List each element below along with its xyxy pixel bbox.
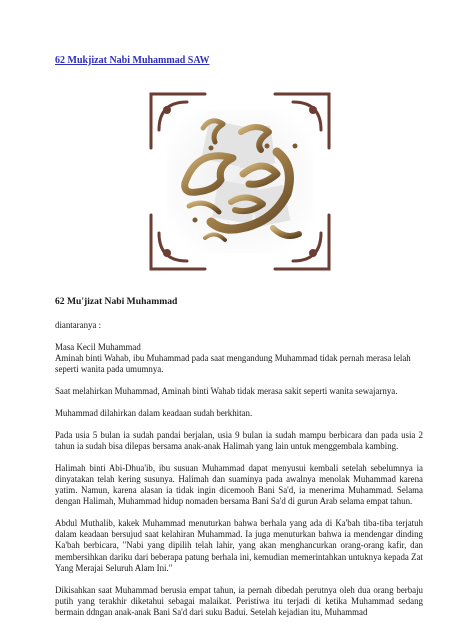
subheading-block [55,342,423,376]
paragraph-2: Saat melahirkan Muhammad, Aminah binti Wahab tidak merasa sakit seperti wanita sewajarnya. [55,386,398,396]
document-title-link[interactable]: 62 Mukjizat Nabi Muhammad SAW [55,55,210,66]
document-body [55,320,423,629]
paragraph-3: Muhammad dilahirkan dalam keadaan sudah berkhitan. [55,407,253,418]
subheading: Masa Kecil Muhammad [55,341,141,352]
intro-text: diantaranya : [55,320,102,330]
paragraph-5: Halimah binti Abi-Dhua'ib, ibu susuan Muhammad dapat menyusui kembali setelah sebelumnya ia dinyatakan telah kering susunya. Halimah dan suaminya pada awalnya menolak Muhammad karena yatim. Namun, karena alasan ia tidak ingin dicemooh Bani Sa'd, ia menerima Muhammad. Selama dengan Halimah, Muhammad hidup nomaden bersama Bani Sa'd di gurun Arab selama empat tahun. [55,462,423,507]
calligraphy-emblem-icon [145,88,335,275]
paragraph-4: Pada usia 5 bulan ia sudah pandai berjalan, usia 9 bulan ia sudah mampu berbicara dan pada usia 2 tahun ia sudah bisa dilepas bersama anak-anak Halimah yang lain untuk menggembala kambing. [55,429,423,451]
paragraph-6: Abdul Muthalib, kakek Muhammad menuturkan bahwa berhala yang ada di Ka'bah tiba-tiba terjatuh dalam keadaan bersujud saat kelahiran Muhammad. Ia juga menuturkan bahwa ia mendengar dinding Ka'bah berbicara, "Nabi yang dipilih telah lahir, yang akan menghancurkan orang-orang kafir, dan membersihkan dariku dari beberapa patung berhala ini, kemudian memerintahkan untuknya kepada Zat Yang Merajai Seluruh Alam Ini." [55,518,423,573]
section-title: 62 Mu'jizat Nabi Muhammad [55,296,178,307]
paragraph-7: Dikisahkan saat Muhammad berusia empat tahun, ia pernah dibedah perutnya oleh dua orang berbaju putih yang terakhir diketahui sebagai malaikat. Peristiwa itu terjadi di ketika Muhammad sedang bermain ddngan anak-anak Bani Sa'd dari suku Badui. Setelah kejadian itu, Muhammad [55,584,423,618]
paragraph-1: Aminah binti Wahab, ibu Muhammad pada saat mengandung Muhammad tidak pernah merasa lelah seperti wanita pada umumnya. [55,353,411,375]
